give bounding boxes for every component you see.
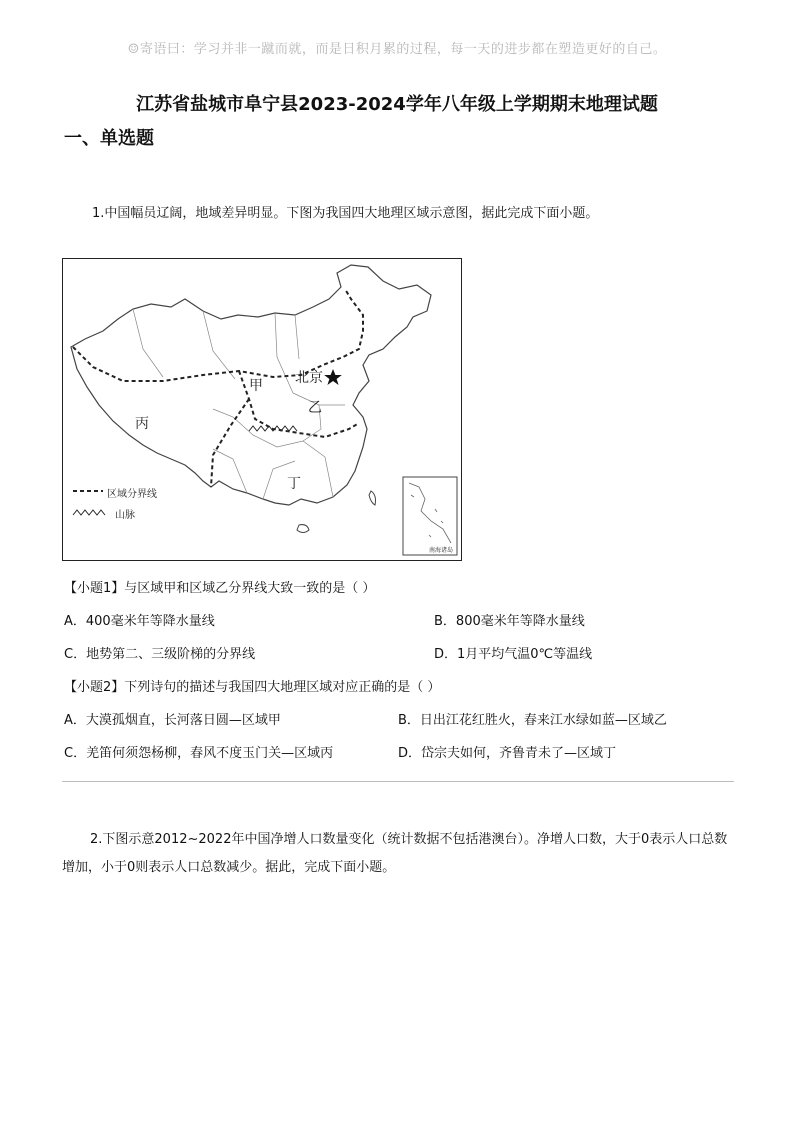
label-region-bing: 丙 — [135, 416, 149, 432]
label-beijing: 北京 — [295, 370, 323, 386]
taiwan-island — [369, 491, 376, 505]
sub2-option-a[interactable]: A．大漠孤烟直，长河落日圆—区域甲 — [64, 713, 281, 728]
page-title: 江苏省盐城市阜宁县2023-2024学年八年级上学期期末地理试题 — [136, 94, 658, 115]
label-region-yi: 乙 — [308, 400, 322, 416]
question2-intro: 2.下图示意2012~2022年中国净增人口数量变化（统计数据不包括港澳台）。净增人口数，大于0表示人口总数增加，小于0则表示人口总数减少。据此，完成下面小题。 — [62, 832, 728, 875]
sub-question-2-stem: 【小题2】下列诗句的描述与我国四大地理区域对应正确的是（ ） — [64, 680, 441, 695]
inset-label: 南海诸岛 — [429, 547, 454, 554]
legend-mountain-symbol — [73, 510, 105, 515]
motto-watermark: ☺寄语曰：学习并非一蹴而就，而是日积月累的过程，每一天的进步都在塑造更好的自己。 — [127, 42, 667, 57]
sub-question-1-stem: 【小题1】与区域甲和区域乙分界线大致一致的是（ ） — [64, 581, 376, 596]
sub1-option-d[interactable]: D．1月平均气温0℃等温线 — [434, 647, 593, 662]
question1-intro: 1.中国幅员辽阔，地域差异明显。下图为我国四大地理区域示意图，据此完成下面小题。 — [92, 206, 599, 221]
sub1-option-c[interactable]: C．地势第二、三级阶梯的分界线 — [64, 647, 256, 662]
sub1-option-a[interactable]: A．400毫米年等降水量线 — [64, 614, 215, 629]
beijing-star — [324, 369, 342, 385]
china-regions-map — [62, 258, 462, 561]
sub1-option-b[interactable]: B．800毫米年等降水量线 — [434, 614, 585, 629]
sub2-option-d[interactable]: D．岱宗夫如何，齐鲁青未了—区域丁 — [398, 746, 617, 761]
hainan-island — [297, 525, 309, 533]
label-region-jia: 甲 — [249, 378, 263, 394]
legend-boundary-label: 区域分界线 — [107, 489, 157, 500]
sub2-option-b[interactable]: B．日出江花红胜火，春来江水绿如蓝—区域乙 — [398, 713, 667, 728]
legend-mountain-label: 山脉 — [115, 510, 135, 521]
section-title: 一、单选题 — [64, 128, 154, 149]
south-sea-inset — [403, 477, 457, 555]
label-region-ding: 丁 — [287, 476, 301, 492]
boundary-qinghai-tibet — [211, 399, 249, 487]
question-divider — [62, 781, 734, 782]
sub2-option-c[interactable]: C．羌笛何须怨杨柳，春风不度玉门关—区域丙 — [64, 746, 334, 761]
